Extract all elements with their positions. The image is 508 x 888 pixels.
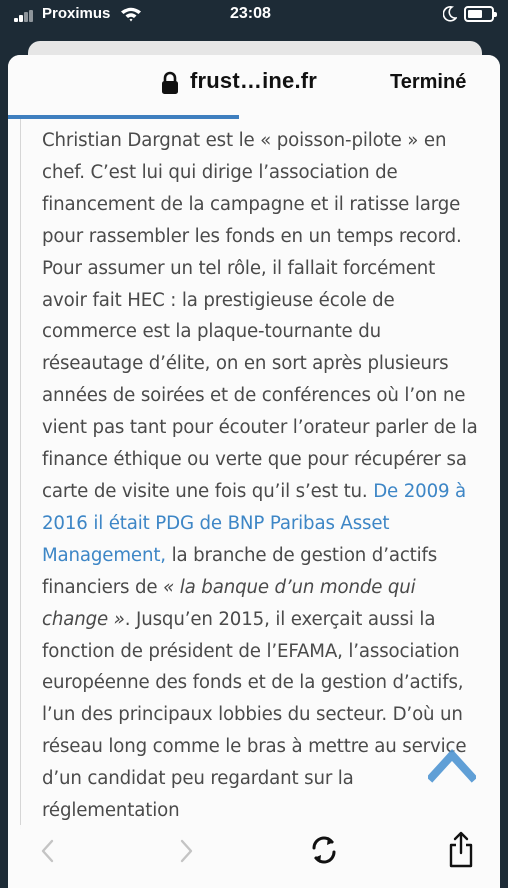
lock-icon [160,71,180,95]
article-link[interactable]: De 2009 à 2016 il était PDG de BNP Paribas Asset Management, [42,480,467,566]
article-text: . Jusqu’en 2015, il exerçait aussi la fonction de président de l’EFAMA, l’association européenne des fonds et de la gestion d’actifs, l’un des principaux lobbies du secteur. D’où un réseau long comme le bras à mettre au service d’un candidat peu regardant sur la réglementation [42,608,467,822]
moon-icon [443,6,457,22]
battery-icon [464,6,494,22]
page-domain[interactable]: frust…ine.fr [190,68,318,93]
clock: 23:08 [230,5,271,22]
forward-icon[interactable] [176,837,196,865]
article-text: Christian Dargnat est le « poisson-pilote » en chef. C’est lui qui dirige l’association de financement de la campagne et il ratisse large pour rassembler les fonds en un temps record. Pour assumer un tel rôle, il fallait forcément avoir fait HEC : la prestigieuse école de commerce est la plaque-tournante du réseautage d’élite, on en sort après plusieurs années de soirées et de conférences où l’on ne vient pas tant pour écouter l’orateur parler de la finance éthique ou verte que pour récupérer sa carte de visite une fois qu’il s’est tu. [42,130,478,502]
browser-toolbar [8,825,500,888]
reload-icon[interactable] [308,833,340,867]
scroll-to-top-icon[interactable] [428,745,476,783]
signal-icon [14,10,36,22]
article-text: la branche de gestion d’actifs financiers de [42,544,438,598]
reading-progress-fill [8,115,239,119]
wifi-icon [120,6,142,22]
reader-sheet [8,55,500,888]
article-quote: « la banque d’un monde qui change » [42,576,416,630]
article-body [42,125,482,827]
article-left-rule [20,119,21,829]
status-bar [0,0,508,30]
reading-progress-bar [8,115,500,119]
back-icon[interactable] [38,837,58,865]
browser-top-bar [8,55,500,115]
share-icon[interactable] [446,829,476,869]
done-button[interactable]: Terminé [390,71,467,93]
carrier-name: Proximus [42,5,111,22]
